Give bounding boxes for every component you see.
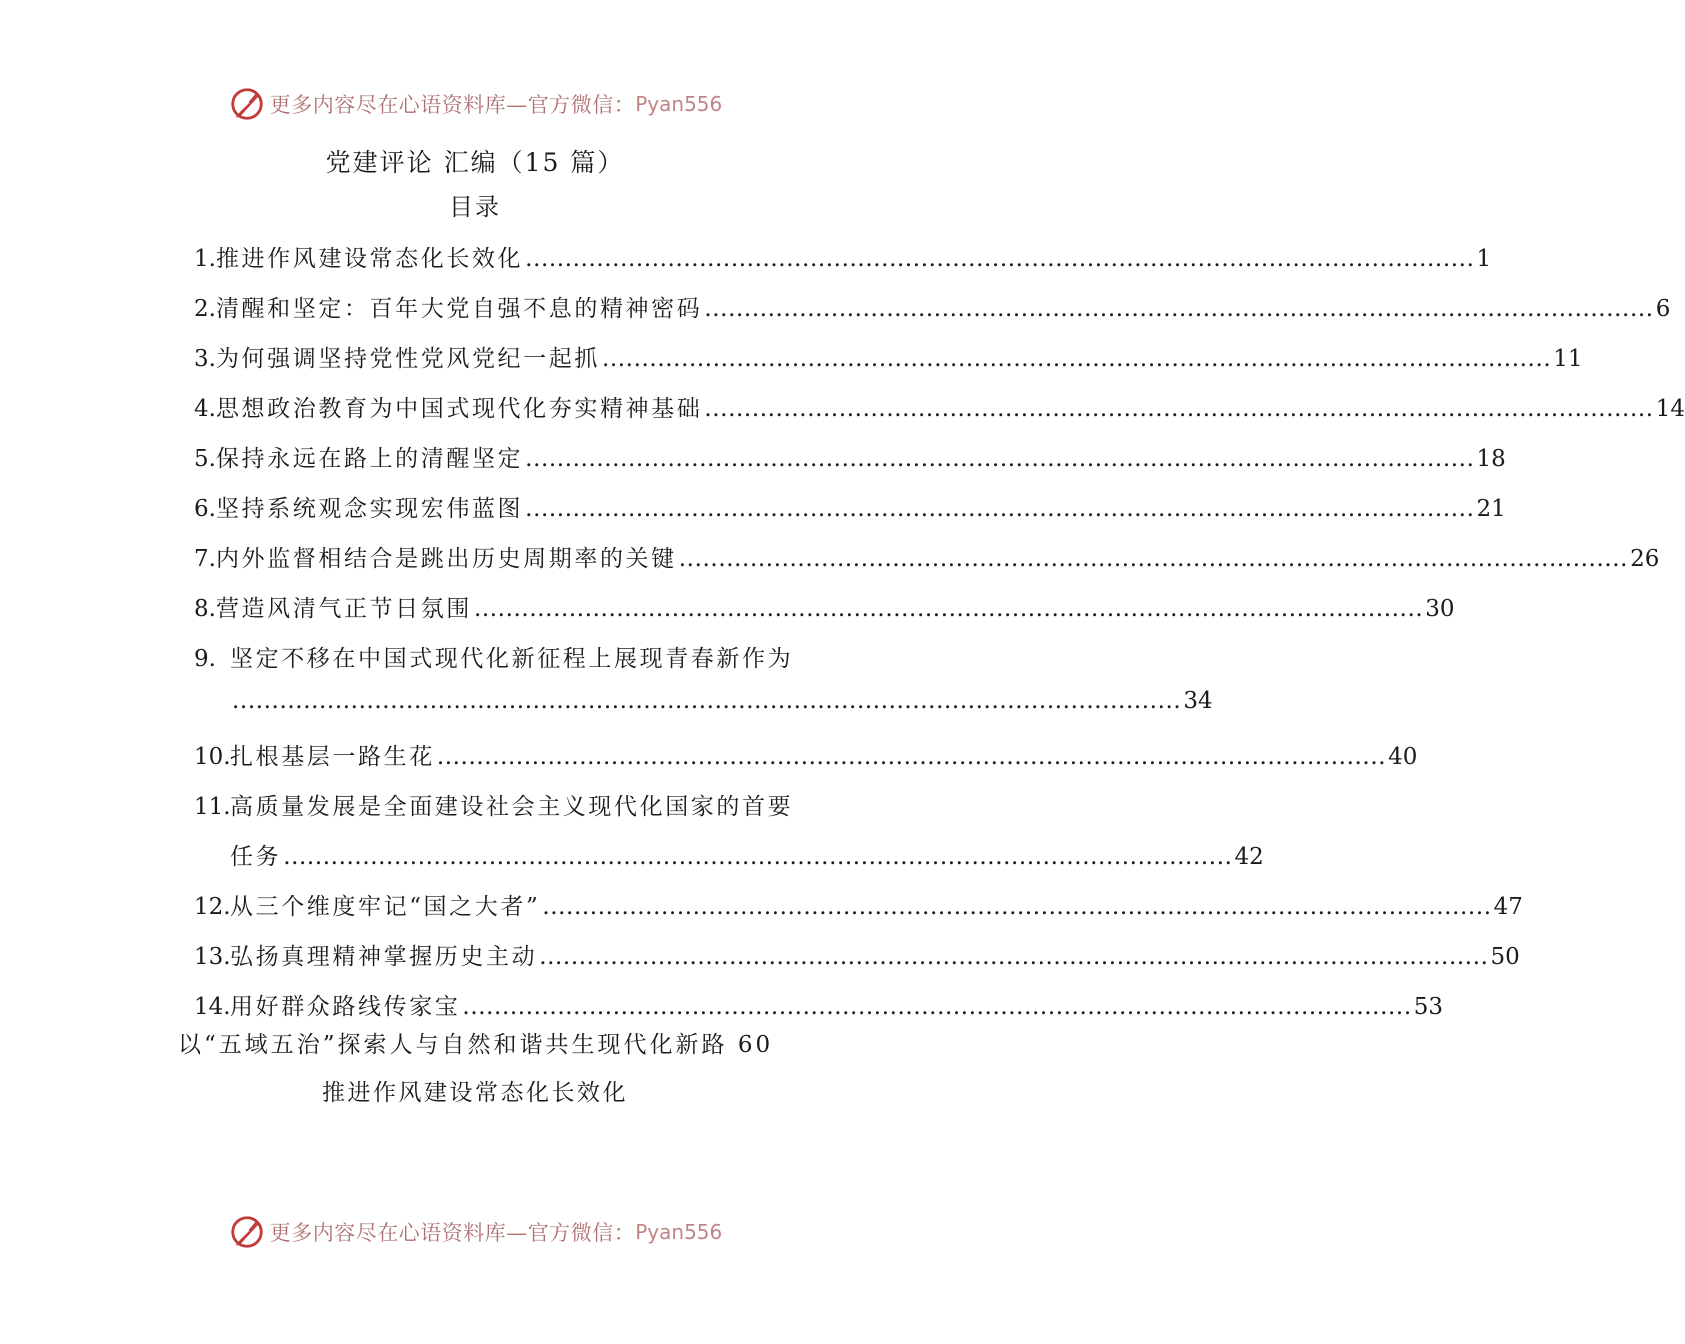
toc-entry-page: 40 [1388, 744, 1418, 770]
toc-entry-page: 11 [1553, 346, 1583, 372]
toc-entry-title: 坚持系统观念实现宏伟蓝图 [215, 496, 524, 522]
toc-entry-title: 清醒和坚定：百年大党自强不息的精神密码 [215, 296, 703, 322]
toc-entry-title: 思想政治教育为中国式现代化夯实精神基础 [215, 396, 703, 422]
toc-entry[interactable] [194, 938, 1520, 972]
toc-entry-page: 21 [1476, 496, 1506, 522]
document-title: 党建评论 汇编（15 篇） [325, 148, 625, 177]
toc-entry-number: 5. [194, 446, 216, 472]
toc-entry-title-continued: 任务 [230, 844, 282, 870]
toc-leader-dots: ........................................................................................................................ [525, 496, 1475, 522]
toc-leader-dots: ........................................................................................................................ [525, 446, 1475, 472]
toc-leader-dots: ........................................................................................................................ [539, 944, 1489, 970]
toc-entry-number: 7. [194, 546, 216, 572]
toc-leader-dots: ........................................................................................................................ [436, 744, 1387, 770]
toc-entry[interactable] [194, 240, 1492, 274]
banner-text: 更多内容尽在心语资料库—官方微信： [269, 1221, 636, 1245]
toc-leader-dots: ........................................................................................................................ [525, 246, 1475, 272]
toc-entry-page: 42 [1234, 844, 1264, 870]
toc-leader-dots: ........................................................................................................................ [283, 844, 1233, 870]
toc-entry-number: 1. [194, 246, 216, 272]
toc-leader-dots: ........................................................................................................................ [462, 994, 1412, 1020]
toc-entry-page: 14 [1655, 396, 1685, 422]
toc-entry-page: 47 [1493, 894, 1523, 920]
toc-entry-number: 14. [194, 994, 231, 1020]
toc-entry[interactable] [194, 640, 806, 674]
toc-entry-page: 6 [1655, 296, 1671, 322]
toc-leader-dots: ........................................................................................................................ [232, 688, 1182, 714]
toc-entry[interactable] [194, 988, 1444, 1022]
toc-entry-continuation[interactable] [230, 838, 1264, 872]
toc-leader-dots: ........................................................................................................................ [601, 346, 1552, 372]
toc-entry[interactable] [194, 490, 1506, 524]
toc-entry-title: 从三个维度牢记“国之大者” [230, 894, 541, 920]
toc-entry-number: 4. [194, 396, 216, 422]
toc-entry-title: 营造风清气正节日氛围 [215, 596, 472, 622]
toc-entry-number: 8. [194, 596, 216, 622]
toc-entry-page: 1 [1476, 246, 1492, 272]
toc-entry[interactable] [194, 440, 1506, 474]
toc-leader-dots: ........................................................................................................................ [678, 546, 1629, 572]
toc-entry-page: 18 [1476, 446, 1506, 472]
toc-leader-dots: ........................................................................................................................ [704, 296, 1654, 322]
toc-entry-number: 6. [194, 496, 216, 522]
toc-entry-title: 保持永远在路上的清醒坚定 [215, 446, 524, 472]
banner-text: 更多内容尽在心语资料库—官方微信： [269, 93, 636, 117]
toc-entry[interactable] [194, 888, 1523, 922]
toc-entry-page: 53 [1413, 994, 1444, 1020]
toc-entry[interactable] [194, 540, 1660, 574]
toc-leader-dots: ........................................................................................................................ [473, 596, 1424, 622]
toc-entry[interactable] [194, 738, 1418, 772]
toc-entry-number: 3. [194, 346, 216, 372]
toc-entry[interactable] [194, 290, 1671, 324]
toc-entry-title: 高质量发展是全面建设社会主义现代化国家的首要 [230, 794, 794, 820]
toc-extra-entry: 以“五域五治”探索人与自然和谐共生现代化新路 60 [178, 1032, 774, 1058]
toc-entry-number: 9. [194, 646, 216, 672]
toc-entry-title: 扎根基层一路生花 [230, 744, 435, 770]
banner-wechat-id: Pyan556 [635, 92, 723, 116]
banner-wechat-id: Pyan556 [635, 1220, 723, 1244]
toc-entry-number: 11. [194, 794, 231, 820]
toc-entry-title: 弘扬真理精神掌握历史主动 [230, 944, 538, 970]
toc-entry[interactable] [194, 788, 806, 822]
toc-entry-page: 30 [1425, 596, 1455, 622]
toc-entry-continuation[interactable] [230, 688, 1213, 722]
toc-entry-number: 13. [194, 944, 231, 970]
toc-leader-dots: ........................................................................................................................ [704, 396, 1654, 422]
toc-entry-title: 推进作风建设常态化长效化 [215, 246, 524, 272]
toc-entry-title: 用好群众路线传家宝 [230, 994, 461, 1020]
footer-banner [0, 1212, 950, 1252]
toc-entry[interactable] [194, 590, 1455, 624]
toc-entry-title: 为何强调坚持党性党风党纪一起抓 [215, 346, 600, 372]
toc-entry-page: 26 [1630, 546, 1660, 572]
toc-leader-dots: ........................................................................................................................ [542, 894, 1492, 920]
toc-entry-number: 2. [194, 296, 216, 322]
toc-entry-number: 12. [194, 894, 231, 920]
toc-entry-title: 内外监督相结合是跳出历史周期率的关键 [215, 546, 677, 572]
toc-entry-page: 50 [1490, 944, 1520, 970]
toc-entry-title: 坚定不移在中国式现代化新征程上展现青春新作为 [230, 646, 794, 672]
toc-entry-number: 10. [194, 744, 231, 770]
toc-entry-page: 34 [1183, 688, 1213, 714]
toc-heading: 目录 [449, 193, 501, 221]
quill-logo-icon [228, 1213, 266, 1251]
section-title: 推进作风建设常态化长效化 [322, 1080, 628, 1106]
toc-entry[interactable] [194, 340, 1583, 374]
toc-entry[interactable] [194, 390, 1685, 424]
